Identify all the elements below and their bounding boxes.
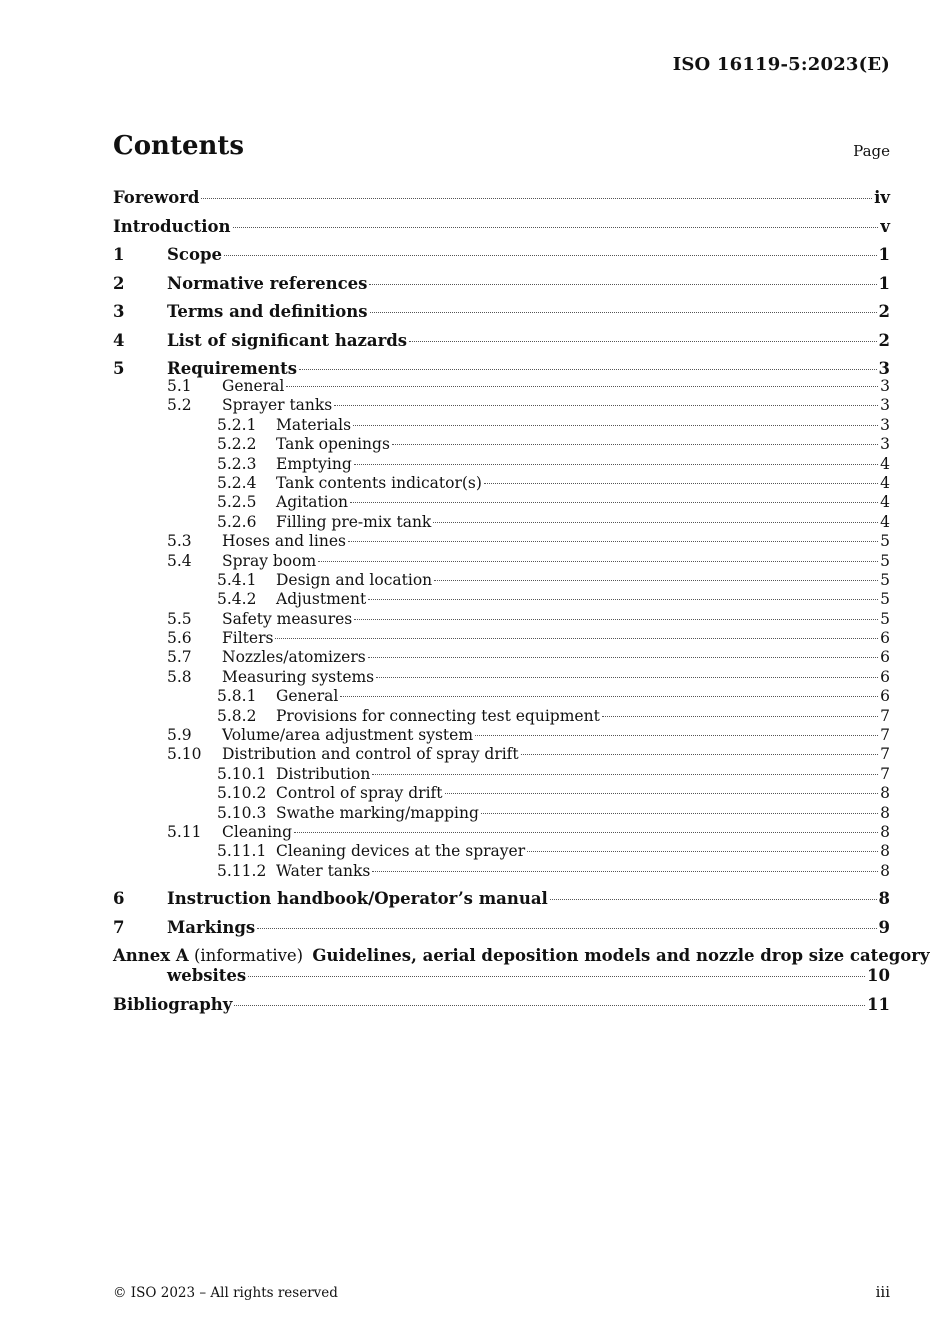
toc-entry-bibliography[interactable] [113, 991, 890, 1020]
toc-entry-title: Sprayer tanks [222, 396, 333, 415]
toc-entry-page: 6 [880, 648, 890, 667]
toc-entry-page: 2 [878, 302, 890, 321]
toc-entry-title: List of significant hazards [167, 330, 408, 350]
toc-entry-page: 7 [880, 726, 890, 745]
dot-leader [433, 522, 878, 523]
annex-label: Annex A [113, 946, 189, 966]
copyright-notice: © ISO 2023 – All rights reserved [113, 1285, 338, 1301]
toc-entry-5-8-2[interactable] [113, 707, 890, 726]
dot-leader [294, 832, 878, 833]
toc-entry-5[interactable] [113, 355, 890, 377]
toc-entry-page: 5 [880, 532, 890, 551]
toc-entry-5-4-2[interactable] [113, 590, 890, 609]
dot-leader [368, 657, 878, 658]
dot-leader [434, 580, 878, 581]
dot-leader [376, 677, 878, 678]
toc-entry-title: Introduction [113, 216, 231, 236]
page-number: iii [875, 1283, 890, 1301]
toc-entry-4[interactable] [113, 327, 890, 356]
toc-entry-page: 3 [880, 396, 890, 415]
dot-leader [550, 899, 877, 900]
toc-entry-5-4[interactable] [113, 552, 890, 571]
toc-entry-number: 5.2.1 [217, 415, 257, 434]
toc-entry-number: 5.2.3 [217, 454, 257, 473]
toc-entry-page: 5 [880, 551, 890, 570]
toc-entry-title: Cleaning [222, 822, 293, 841]
toc-entry-number: 5.10.2 [217, 784, 267, 803]
dot-leader [521, 754, 878, 755]
toc-entry-number: 5 [113, 359, 125, 378]
toc-entry-title: Materials [276, 415, 352, 434]
toc-entry-number: 5.11 [167, 822, 202, 841]
table-of-contents [113, 184, 930, 1020]
toc-entry-6[interactable] [113, 885, 890, 914]
dot-leader [372, 774, 878, 775]
toc-entry-5-10-2[interactable] [113, 784, 890, 803]
dot-leader [602, 716, 878, 717]
toc-entry-title: Swathe marking/mapping [276, 803, 479, 822]
toc-entry-5-2-1[interactable] [113, 416, 890, 435]
toc-entry-number: 1 [113, 245, 125, 264]
toc-entry-title: General [222, 377, 285, 395]
toc-entry-number: 5.10.1 [217, 764, 267, 783]
toc-entry-5-1[interactable] [113, 377, 890, 396]
toc-entry-title: Bibliography [113, 995, 233, 1015]
dot-leader [445, 793, 879, 794]
dot-leader [370, 312, 877, 313]
toc-entry-page: 4 [880, 493, 890, 512]
toc-entry-title: Filling pre-mix tank [276, 512, 432, 531]
dot-leader [275, 638, 878, 639]
dot-leader [354, 464, 878, 465]
toc-entry-title: Foreword [113, 188, 200, 207]
toc-entry-number: 6 [113, 889, 125, 909]
toc-entry-title: Distribution and control of spray drift [222, 745, 519, 764]
page-column-label: Page [853, 142, 890, 160]
toc-entry-5-10[interactable] [113, 745, 890, 764]
toc-entry-3[interactable] [113, 298, 890, 327]
toc-entry-title: Volume/area adjustment system [222, 726, 474, 745]
toc-entry-page: 4 [880, 512, 890, 531]
toc-entry-page: 5 [880, 570, 890, 589]
toc-entry-number: 5.1 [167, 377, 192, 395]
toc-entry-5-8-1[interactable] [113, 687, 890, 706]
toc-entry-7[interactable] [113, 914, 890, 943]
dot-leader [369, 284, 876, 285]
toc-entry-title: Measuring systems [222, 667, 375, 686]
dot-leader [233, 227, 879, 228]
toc-entry-page: 8 [880, 861, 890, 880]
toc-entry-page: 4 [880, 454, 890, 473]
toc-entry-title: Instruction handbook/Operator’s manual [167, 889, 548, 909]
dot-leader [248, 976, 865, 977]
dot-leader [334, 405, 878, 406]
toc-entry-annex-a[interactable] [113, 946, 930, 986]
toc-entry-number: 5.11.1 [217, 842, 267, 861]
toc-entry-number: 5.7 [167, 648, 192, 667]
dot-leader [234, 1005, 865, 1006]
toc-entry-page: 11 [867, 995, 890, 1015]
dot-leader [481, 813, 878, 814]
toc-entry-page: 5 [880, 590, 890, 609]
toc-entry-title: Spray boom [222, 551, 317, 570]
toc-entry-5-11[interactable] [113, 823, 890, 842]
dot-leader [484, 483, 878, 484]
toc-entry-5-2-5[interactable] [113, 493, 890, 512]
toc-entry-number: 5.8 [167, 667, 192, 686]
toc-entry-number: 5.10 [167, 745, 202, 764]
toc-entry-title: Requirements [167, 359, 298, 378]
toc-entry-title: Safety measures [222, 609, 353, 628]
toc-entry-title: Agitation [276, 493, 349, 512]
dot-leader [299, 369, 876, 370]
toc-entry-number: 5.9 [167, 726, 192, 745]
toc-entry-page: 8 [880, 842, 890, 861]
toc-entry-number: 5.2 [167, 396, 192, 415]
dot-leader [286, 386, 878, 387]
toc-entry-title: Filters [222, 629, 274, 648]
toc-entry-number: 2 [113, 273, 125, 293]
toc-entry-title: Tank contents indicator(s) [276, 473, 482, 492]
toc-entry-5-8[interactable] [113, 668, 890, 687]
toc-entry-2[interactable] [113, 270, 890, 299]
toc-entry-5-7[interactable] [113, 648, 890, 667]
toc-entry-page: 6 [880, 667, 890, 686]
toc-entry-number: 5.2.6 [217, 512, 257, 531]
toc-entry-title: Distribution [276, 764, 371, 783]
toc-entry-number: 5.3 [167, 532, 192, 551]
toc-entry-title: Emptying [276, 454, 352, 473]
toc-entry-page: 8 [880, 822, 890, 841]
dot-leader [318, 561, 878, 562]
toc-entry-title: Hoses and lines [222, 532, 346, 551]
toc-entry-number: 5.10.3 [217, 803, 267, 822]
toc-entry-title: Scope [167, 245, 223, 264]
toc-entry-page: 10 [867, 966, 890, 986]
dot-leader [409, 341, 876, 342]
toc-entry-number: 5.2.2 [217, 435, 257, 454]
toc-entry-5-6[interactable] [113, 629, 890, 648]
toc-entry-page: 8 [880, 784, 890, 803]
toc-entry-title: Provisions for connecting test equipment [276, 706, 600, 725]
toc-entry-page: 1 [878, 245, 890, 264]
toc-entry-title: Cleaning devices at the sprayer [276, 842, 526, 861]
toc-entry-number: 5.5 [167, 609, 192, 628]
dot-leader [350, 502, 878, 503]
toc-entry-page: 2 [878, 330, 890, 350]
toc-entry-5-9[interactable] [113, 726, 890, 745]
toc-entry-title: General [276, 687, 339, 706]
toc-entry-5-2-3[interactable] [113, 455, 890, 474]
toc-entry-page: v [880, 216, 890, 236]
toc-entry-5-11-1[interactable] [113, 842, 890, 861]
toc-entry-page: 3 [880, 377, 890, 395]
toc-entry-introduction[interactable] [113, 213, 890, 242]
toc-entry-number: 5.8.1 [217, 687, 257, 706]
toc-entry-foreword[interactable] [113, 184, 890, 213]
toc-entry-page: 1 [878, 273, 890, 293]
toc-entry-title: Tank openings [276, 435, 390, 454]
toc-entry-page: 4 [880, 473, 890, 492]
toc-entry-page: iv [874, 188, 890, 207]
toc-entry-5-2[interactable] [113, 396, 890, 415]
toc-entry-number: 3 [113, 302, 125, 321]
contents-heading: Contents [113, 131, 245, 161]
toc-entry-number: 5.4.1 [217, 570, 257, 589]
dot-leader [340, 696, 878, 697]
toc-entry-number: 5.6 [167, 629, 192, 648]
toc-entry-5-2-2[interactable] [113, 435, 890, 454]
dot-leader [354, 619, 878, 620]
toc-entry-title: Design and location [276, 570, 433, 589]
toc-entry-1[interactable] [113, 241, 890, 270]
toc-entry-5-10-3[interactable] [113, 804, 890, 823]
toc-entry-page: 7 [880, 745, 890, 764]
dot-leader [475, 735, 878, 736]
annex-title-line2: websites [167, 966, 247, 986]
toc-entry-number: 5.11.2 [217, 861, 267, 880]
toc-entry-page: 3 [880, 415, 890, 434]
toc-entry-5-3[interactable] [113, 532, 890, 551]
toc-entry-title: Nozzles/atomizers [222, 648, 366, 667]
dot-leader [527, 851, 878, 852]
toc-entry-page: 9 [878, 917, 890, 937]
toc-entry-page: 5 [880, 609, 890, 628]
toc-entry-page: 8 [880, 803, 890, 822]
dot-leader [257, 928, 876, 929]
toc-entry-5-2-6[interactable] [113, 513, 890, 532]
toc-entry-number: 5.4.2 [217, 590, 257, 609]
toc-entry-number: 4 [113, 330, 125, 350]
toc-entry-page: 7 [880, 764, 890, 783]
toc-entry-number: 5.2.5 [217, 493, 257, 512]
toc-entry-number: 5.2.4 [217, 473, 257, 492]
document-id: ISO 16119-5:2023(E) [672, 54, 890, 75]
toc-entry-page: 3 [880, 435, 890, 454]
dot-leader [224, 255, 877, 256]
dot-leader [372, 871, 878, 872]
toc-entry-5-11-2[interactable] [113, 862, 890, 881]
toc-entry-page: 6 [880, 629, 890, 648]
toc-entry-title: Water tanks [276, 861, 371, 880]
toc-entry-page: 6 [880, 687, 890, 706]
toc-entry-5-5[interactable] [113, 610, 890, 629]
annex-title-line1: Guidelines, aerial deposition models and nozzle drop size category [312, 946, 930, 966]
toc-entry-title: Adjustment [276, 590, 367, 609]
toc-entry-5-2-4[interactable] [113, 474, 890, 493]
dot-leader [353, 425, 878, 426]
toc-entry-5-4-1[interactable] [113, 571, 890, 590]
toc-entry-title: Markings [167, 917, 256, 937]
toc-entry-page: 7 [880, 706, 890, 725]
toc-entry-number: 5.4 [167, 551, 192, 570]
toc-entry-title: Control of spray drift [276, 784, 443, 803]
toc-entry-number: 5.8.2 [217, 706, 257, 725]
toc-entry-title: Terms and definitions [167, 302, 368, 321]
toc-entry-title: Normative references [167, 273, 368, 293]
annex-type: (informative) [193, 946, 304, 966]
dot-leader [348, 541, 878, 542]
toc-entry-number: 7 [113, 917, 125, 937]
toc-entry-page: 3 [878, 359, 890, 378]
dot-leader [201, 198, 872, 199]
dot-leader [392, 444, 878, 445]
toc-entry-page: 8 [878, 889, 890, 909]
toc-entry-5-10-1[interactable] [113, 765, 890, 784]
dot-leader [368, 599, 878, 600]
